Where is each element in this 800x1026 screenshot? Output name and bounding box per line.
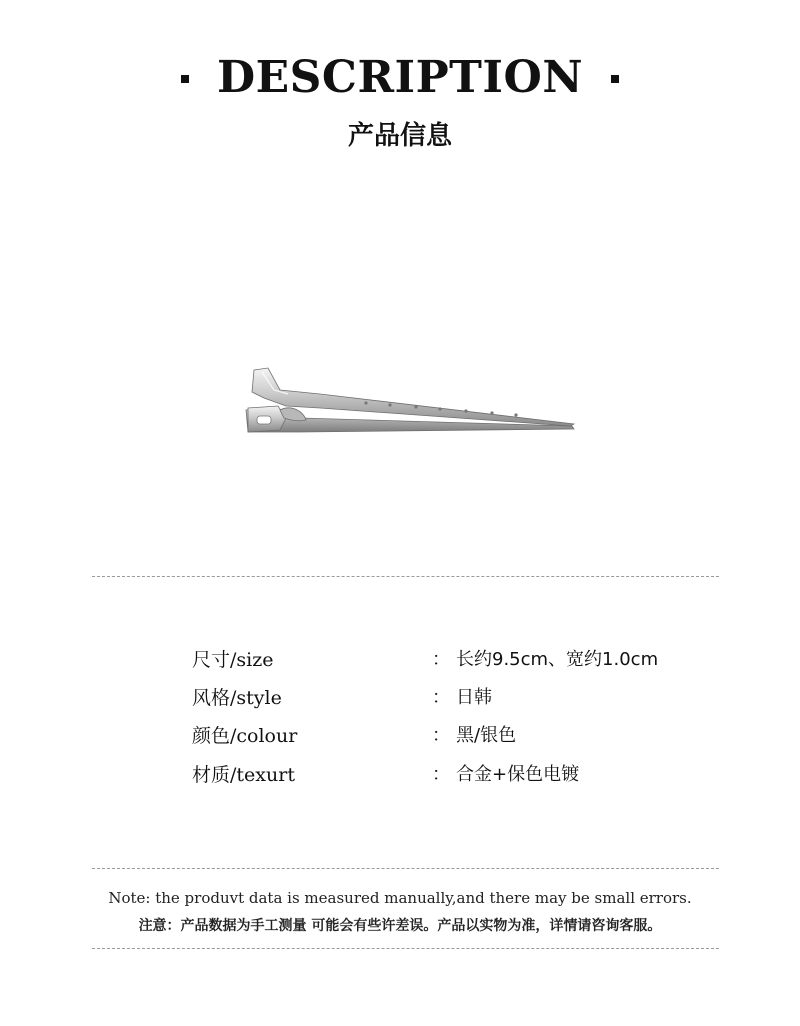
spec-colon: ： — [432, 687, 450, 708]
bullet-icon — [611, 75, 619, 83]
spec-value: 日韩 — [456, 687, 492, 708]
note-english: Note: the produvt data is measured manually,and there may be small errors. — [108, 889, 692, 907]
spec-value: 长约9.5cm、宽约1.0cm — [456, 649, 659, 670]
note-chinese: 注意：产品数据为手工测量 可能会有些许差误。产品以实物为准，详情请咨询客服。 — [138, 918, 662, 934]
divider — [92, 948, 719, 949]
spec-row-size — [0, 645, 800, 675]
spec-value: 合金+保色电镀 — [456, 764, 580, 785]
divider — [92, 868, 719, 869]
spec-label: 颜色/colour — [192, 725, 298, 747]
spec-value: 黑/银色 — [456, 725, 517, 746]
page-title — [0, 52, 800, 104]
spec-row-style — [0, 683, 800, 713]
spec-label: 风格/style — [192, 687, 282, 709]
spec-colon: ： — [432, 725, 450, 746]
spec-colon: ： — [432, 764, 450, 785]
spec-row-material — [0, 760, 800, 790]
spec-label: 材质/texurt — [192, 764, 295, 786]
divider — [92, 576, 719, 577]
spec-label: 尺寸/size — [192, 649, 274, 671]
title-text: DESCRIPTION — [216, 52, 584, 103]
spec-row-colour — [0, 721, 800, 751]
spec-colon: ： — [432, 649, 450, 670]
page-subtitle: 产品信息 — [347, 121, 452, 151]
bullet-icon — [181, 75, 189, 83]
hair-clip-image — [240, 360, 580, 440]
